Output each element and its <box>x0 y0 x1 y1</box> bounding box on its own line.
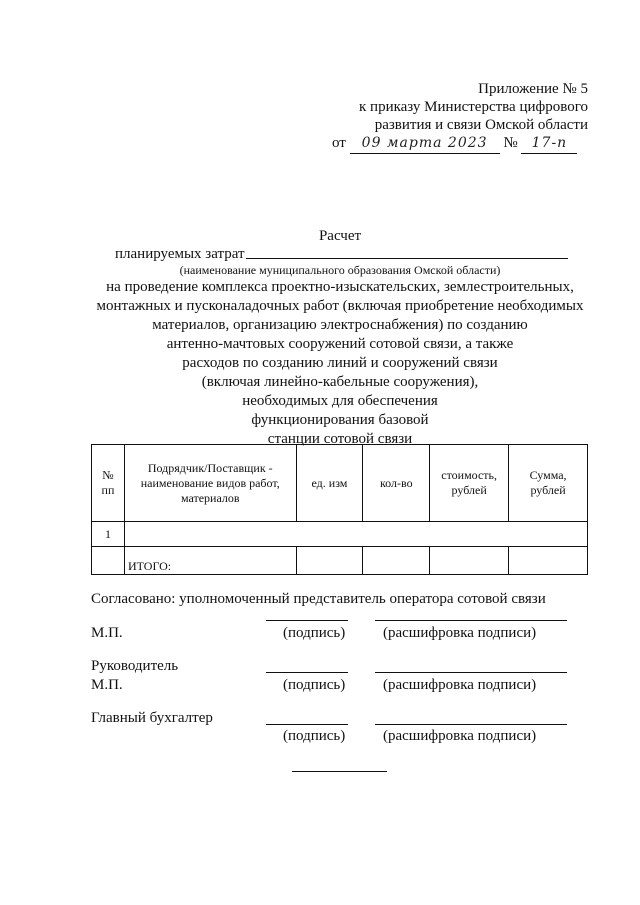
col-qty-header: кол-во <box>363 445 430 522</box>
table-row <box>92 522 588 547</box>
document-title: Расчет <box>318 228 362 244</box>
heading-body <box>0 278 640 449</box>
planned-costs-label: планируемых затрат <box>115 246 245 262</box>
row-content-cell <box>124 522 587 547</box>
stamp-label: М.П. <box>91 677 123 693</box>
col-number-symbol: № <box>102 468 114 482</box>
decode-caption: (расшифровка подписи) <box>383 625 537 641</box>
municipality-blank-line <box>246 258 568 259</box>
closing-divider <box>292 771 387 772</box>
heading-line: станции сотовой связи <box>267 431 413 447</box>
decode-caption: (расшифровка подписи) <box>383 677 537 693</box>
heading-line: на проведение комплекса проектно-изыскательских, землестроительных, <box>106 279 574 295</box>
heading-line: (включая линейно-кабельные сооружения), <box>201 374 479 390</box>
decode-line <box>375 724 567 725</box>
signature-line <box>266 724 348 725</box>
decode-caption: (расшифровка подписи) <box>383 728 537 744</box>
total-cost-cell <box>430 547 509 575</box>
total-number-cell <box>92 547 125 575</box>
col-sum-header: Сумма, рублей <box>509 445 588 522</box>
chief-accountant-label: Главный бухгалтер <box>91 710 213 726</box>
appendix-date-line <box>332 134 577 154</box>
appendix-ministry-line: развития и связи Омской области <box>374 117 588 133</box>
handwritten-date: 09 марта 2023 <box>350 134 500 154</box>
number-label: № <box>503 135 518 151</box>
signature-caption: (подпись) <box>283 625 346 641</box>
col-number-abbrev: пп <box>101 483 115 497</box>
total-unit-cell <box>296 547 363 575</box>
agreed-statement: Согласовано: уполномоченный представитель оператора сотовой связи <box>91 591 546 607</box>
total-sum-cell <box>509 547 588 575</box>
heading-line: антенно-мачтовых сооружений сотовой связи, а также <box>166 336 514 352</box>
col-cost-header: стоимость, рублей <box>430 445 509 522</box>
from-label: от <box>332 135 346 151</box>
table-total-row <box>92 547 588 575</box>
heading-line: функционирования базовой <box>251 412 429 428</box>
signature-caption: (подпись) <box>283 677 346 693</box>
col-number-header <box>92 445 125 522</box>
signature-line <box>266 620 348 621</box>
total-qty-cell <box>363 547 430 575</box>
decode-line <box>375 620 567 621</box>
appendix-order-line: к приказу Министерства цифрового <box>359 99 588 115</box>
heading-line: необходимых для обеспечения <box>242 393 438 409</box>
col-contractor-header: Подрядчик/Поставщик - наименование видов работ, материалов <box>124 445 296 522</box>
total-label-cell: ИТОГО: <box>124 547 296 575</box>
signature-line <box>266 672 348 673</box>
heading-line: расходов по созданию линий и сооружений связи <box>182 355 498 371</box>
col-unit-header: ед. изм <box>296 445 363 522</box>
municipality-caption: (наименование муниципального образования Омской области) <box>179 263 501 277</box>
table-header-row <box>92 445 588 522</box>
decode-line <box>375 672 567 673</box>
row-number-cell: 1 <box>92 522 125 547</box>
handwritten-number: 17-п <box>521 134 577 154</box>
signature-caption: (подпись) <box>283 728 346 744</box>
appendix-title: Приложение № 5 <box>478 81 588 97</box>
heading-line: материалов, организацию электроснабжения) по созданию <box>152 317 528 333</box>
heading-line: монтажных и пусконаладочных работ (включая приобретение необходимых <box>96 298 584 314</box>
stamp-label: М.П. <box>91 625 123 641</box>
calculation-table <box>91 444 588 575</box>
head-label: Руководитель <box>91 658 179 674</box>
